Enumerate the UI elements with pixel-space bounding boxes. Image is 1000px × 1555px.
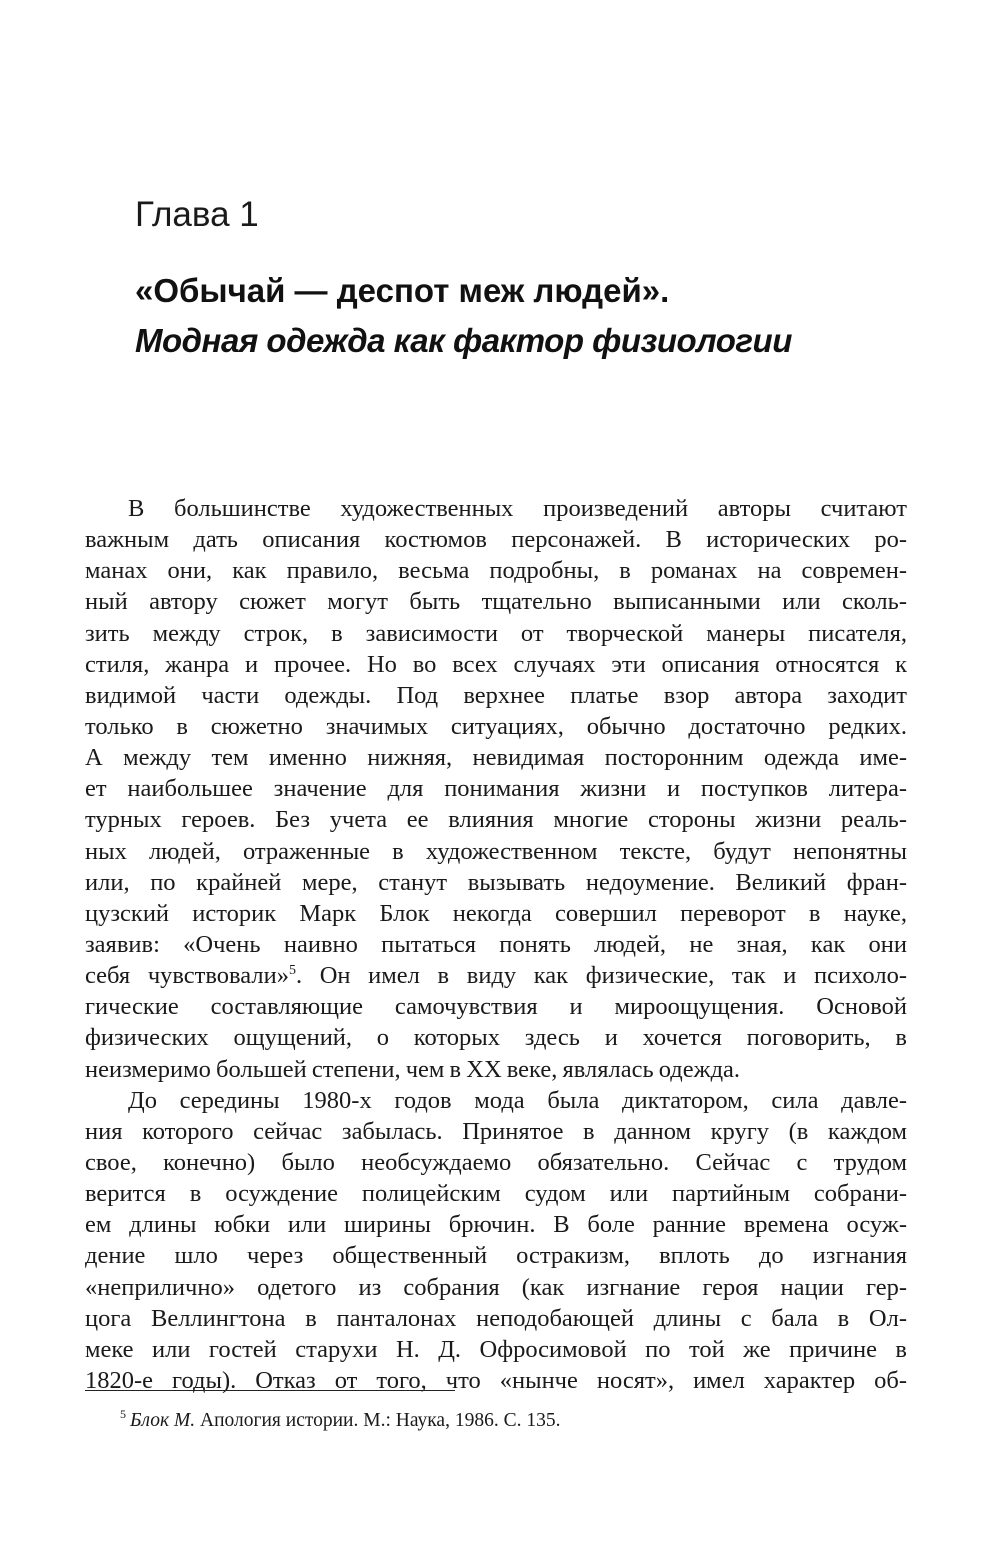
text-line: верится в осуждение полицейским судом или партийным собрани- bbox=[85, 1180, 907, 1208]
text-line: или, по крайней мере, станут вызывать недоумение. Великий фран- bbox=[85, 868, 907, 896]
text-line: турных героев. Без учета ее влияния многие стороны жизни реаль- bbox=[85, 806, 907, 834]
text-line: цога Веллингтона в панталонах неподобающей длины с бала в Ол- bbox=[85, 1304, 907, 1332]
text-line: «неприлично» одетого из собрания (как изгнание героя нации гер- bbox=[85, 1273, 907, 1301]
text-line: ных людей, отраженные в художественном тексте, будут непонятны bbox=[85, 837, 907, 865]
text-line: ния которого сейчас забылась. Принятое в данном кругу (в каждом bbox=[85, 1117, 907, 1145]
text-line: заявив: «Очень наивно пытаться понять людей, не зная, как они bbox=[85, 930, 907, 958]
text-line: важным дать описания костюмов персонажей. В исторических ро- bbox=[85, 526, 907, 554]
text-line: ный автору сюжет могут быть тщательно выписанными или сколь- bbox=[85, 588, 907, 616]
text-line: А между тем именно нижняя, невидимая посторонним одежда име- bbox=[85, 744, 907, 772]
footnote-reference[interactable]: 5 bbox=[288, 963, 296, 979]
text-line: цузский историк Марк Блок некогда совершил переворот в науке, bbox=[85, 899, 907, 927]
text-line: ет наибольшее значение для понимания жизни и поступков литера- bbox=[85, 775, 907, 803]
chapter-title-main: «Обычай — деспот меж людей». bbox=[135, 272, 670, 309]
chapter-label: Глава 1 bbox=[135, 195, 259, 234]
text-line-with-footnote bbox=[85, 960, 907, 991]
footnote-divider bbox=[85, 1390, 455, 1391]
text-line: меке или гостей старухи Н. Д. Офросимовой по той же причине в bbox=[85, 1335, 907, 1363]
text-line: только в сюжетно значимых ситуациях, обычно достаточно редких. bbox=[85, 712, 907, 740]
text-line: В большинстве художественных произведений авторы считают bbox=[128, 495, 907, 522]
text-segment: . Он имел в виду как физические, так и психоло- bbox=[295, 962, 907, 990]
text-segment: себя чувствовали» bbox=[85, 962, 289, 990]
chapter-title bbox=[135, 266, 965, 366]
text-line: 1820-е годы). Отказ от того, что «нынче носят», имел характер об- bbox=[85, 1366, 907, 1394]
chapter-title-subtitle: Модная одежда как фактор физиологии bbox=[135, 322, 792, 359]
text-line: До середины 1980-х годов мода была диктатором, сила давле- bbox=[128, 1086, 907, 1114]
text-line: дение шло через общественный остракизм, вплоть до изгнания bbox=[85, 1242, 907, 1270]
footnote-number: 5 bbox=[120, 1407, 126, 1421]
text-line: видимой части одежды. Под верхнее платье взор автора заходит bbox=[85, 681, 907, 709]
text-line: свое, конечно) было необсуждаемо обязательно. Сейчас с трудом bbox=[85, 1148, 907, 1176]
text-line: физических ощущений, о которых здесь и хочется поговорить, в bbox=[85, 1024, 907, 1052]
footnote bbox=[120, 1408, 900, 1434]
footnote-text: Апология истории. М.: Наука, 1986. С. 135. bbox=[199, 1410, 561, 1431]
text-line: гические составляющие самочувствия и мироощущения. Основой bbox=[85, 993, 907, 1021]
body-text bbox=[85, 493, 907, 1396]
text-line: стиля, жанра и прочее. Но во всех случаях эти описания относятся к bbox=[85, 650, 907, 678]
text-line: ем длины юбки или ширины брючин. В боле ранние времена осуж- bbox=[85, 1211, 907, 1239]
footnote-author: Блок М. bbox=[130, 1410, 196, 1431]
text-line: манах они, как правило, весьма подробны, в романах на современ- bbox=[85, 557, 907, 585]
text-line: зить между строк, в зависимости от творческой манеры писателя, bbox=[85, 619, 907, 647]
text-line: неизмеримо большей степени, чем в XX веке, являлась одежда. bbox=[85, 1055, 741, 1083]
